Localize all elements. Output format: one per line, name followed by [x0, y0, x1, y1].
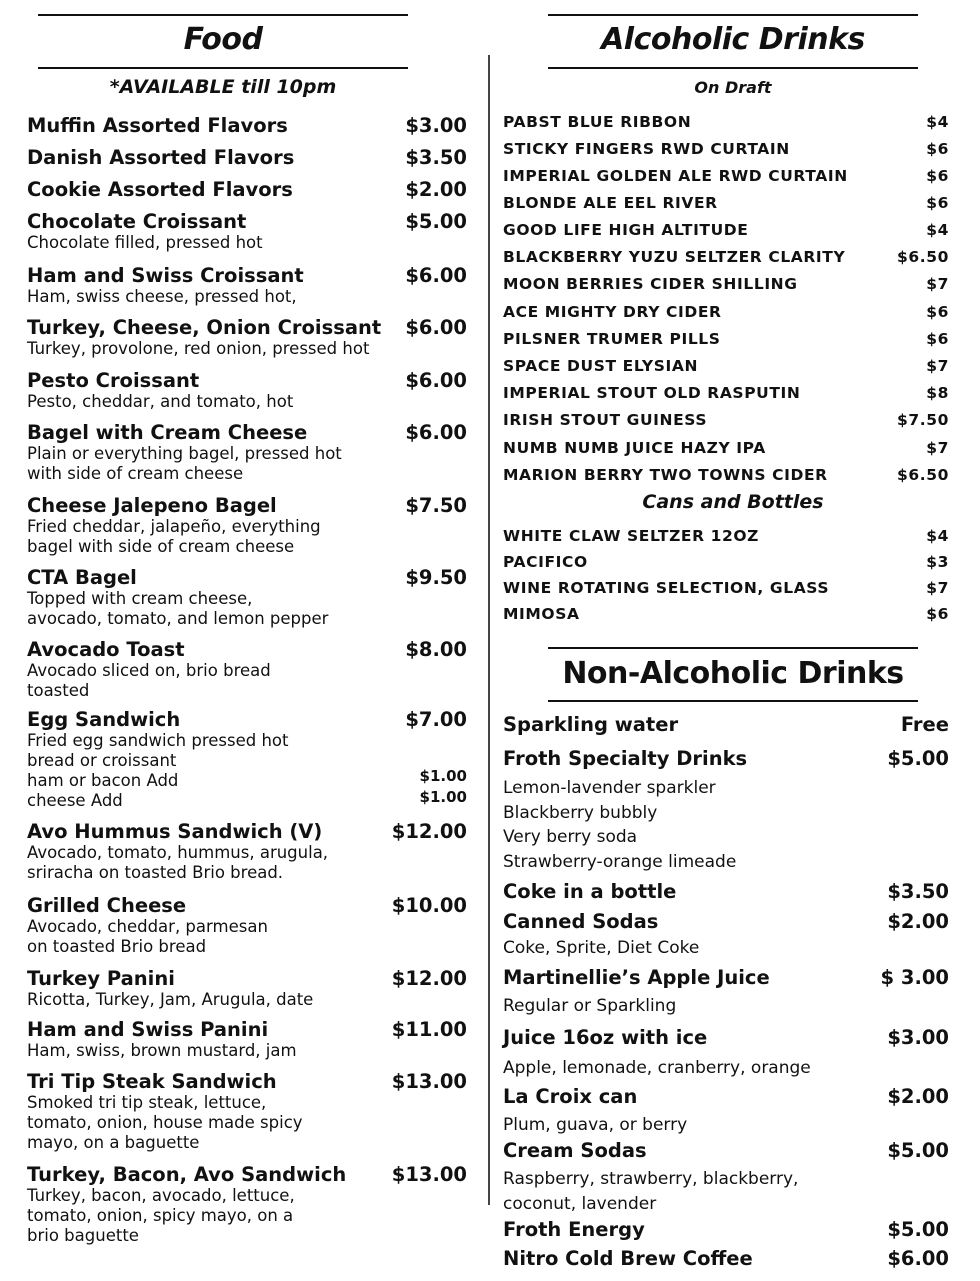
item-description: Ricotta, Turkey, Jam, Arugula, date	[27, 990, 314, 1009]
drink-name: Nitro Cold Brew Coffee	[503, 1247, 753, 1270]
food-title: Food	[183, 22, 263, 57]
drink-name: IRISH STOUT GUINESS	[503, 411, 708, 429]
drink-name: Froth Energy	[503, 1218, 645, 1241]
item-price: $6.00	[405, 369, 467, 392]
nonalcoholic-bottom-rule	[548, 700, 918, 702]
drink-martinellis	[503, 966, 949, 1019]
drink-price: $6	[926, 330, 949, 348]
item-price: $6.00	[405, 421, 467, 444]
drink-name: PILSNER TRUMER PILLS	[503, 330, 721, 348]
drink-description: Apple, lemonade, cranberry, orange	[503, 1058, 811, 1078]
item-name: Muffin Assorted Flavors	[27, 114, 288, 137]
menu-item-cta-bagel	[27, 566, 467, 629]
item-price: $13.00	[391, 1070, 467, 1093]
drink-description: Plum, guava, or berry	[503, 1115, 688, 1135]
drink-name: IMPERIAL STOUT OLD RASPUTIN	[503, 384, 801, 402]
menu-item-grilled-cheese	[27, 894, 467, 957]
item-price: $9.50	[405, 566, 467, 589]
drink-price: $3.00	[887, 1026, 949, 1049]
menu-item-pesto-croissant	[27, 369, 467, 412]
drink-price: $5.00	[887, 1139, 949, 1162]
draft-row	[503, 113, 949, 137]
alcoholic-bottom-rule	[548, 67, 918, 69]
item-description: Avocado, tomato, hummus, arugula, sriracha on toasted Brio bread.	[27, 843, 329, 882]
drink-name: BLONDE ALE EEL RIVER	[503, 194, 718, 212]
item-description: Plain or everything bagel, pressed hot with side of cream cheese	[27, 444, 342, 483]
drink-name: STICKY FINGERS RWD CURTAIN	[503, 140, 790, 158]
item-price: $7.50	[405, 494, 467, 517]
drink-la-croix	[503, 1085, 949, 1138]
item-description: Fried egg sandwich pressed hot bread or croissant ham or bacon Add cheese Add	[27, 731, 289, 810]
drink-price: $7.50	[896, 411, 949, 429]
drink-price: Free	[900, 713, 949, 736]
menu-item-turkey-croissant	[27, 316, 467, 359]
drink-name: Froth Specialty Drinks	[503, 747, 748, 770]
menu-item-ham-swiss-croissant	[27, 264, 467, 307]
cans-bottles-heading: Cans and Bottles	[642, 491, 824, 513]
drink-price: $3	[926, 553, 949, 571]
item-price: $12.00	[391, 820, 467, 843]
item-name: CTA Bagel	[27, 566, 137, 589]
drink-price: $ 3.00	[880, 966, 949, 989]
item-description: Turkey, bacon, avocado, lettuce, tomato, onion, spicy mayo, on a brio baguette	[27, 1186, 295, 1245]
drink-name: IMPERIAL GOLDEN ALE RWD CURTAIN	[503, 167, 848, 185]
drink-price: $7	[926, 579, 949, 597]
drink-price: $8	[926, 384, 949, 402]
item-description: Ham, swiss, brown mustard, jam	[27, 1041, 297, 1060]
drink-name: GOOD LIFE HIGH ALTITUDE	[503, 221, 749, 239]
item-name: Avocado Toast	[27, 638, 185, 661]
item-name: Danish Assorted Flavors	[27, 146, 295, 169]
on-draft-heading: On Draft	[694, 78, 772, 97]
drink-name: BLACKBERRY YUZU SELTZER CLARITY	[503, 248, 846, 266]
drink-name: Sparkling water	[503, 713, 679, 736]
drink-nitro-cold-brew	[503, 1247, 949, 1271]
drink-name: Canned Sodas	[503, 910, 659, 933]
drink-name: WINE ROTATING SELECTION, GLASS	[503, 579, 830, 597]
drink-name: MOON BERRIES CIDER SHILLING	[503, 275, 798, 293]
draft-row	[503, 330, 949, 354]
item-description: Pesto, cheddar, and tomato, hot	[27, 392, 294, 411]
can-row	[503, 553, 949, 577]
item-name: Avo Hummus Sandwich (V)	[27, 820, 323, 843]
item-name: Ham and Swiss Panini	[27, 1018, 269, 1041]
item-name: Grilled Cheese	[27, 894, 187, 917]
drink-price: $5.00	[887, 1218, 949, 1241]
item-name: Cookie Assorted Flavors	[27, 178, 293, 201]
drink-price: $6	[926, 303, 949, 321]
item-price: $2.00	[405, 178, 467, 201]
menu-item-cookie	[27, 178, 467, 201]
drink-price: $6.50	[896, 466, 949, 484]
item-name: Cheese Jalepeno Bagel	[27, 494, 277, 517]
drink-price: $6	[926, 140, 949, 158]
draft-row	[503, 140, 949, 164]
drink-price: $4	[926, 527, 949, 545]
item-price: $8.00	[405, 638, 467, 661]
food-availability-note: *AVAILABLE till 10pm	[109, 76, 337, 98]
drink-name: Juice 16oz with ice	[503, 1026, 708, 1049]
item-name: Ham and Swiss Croissant	[27, 264, 304, 287]
drink-name: WHITE CLAW SELTZER 12OZ	[503, 527, 760, 545]
item-name: Egg Sandwich	[27, 708, 181, 731]
food-bottom-rule	[38, 67, 408, 69]
food-top-rule	[38, 14, 408, 16]
draft-row	[503, 275, 949, 299]
draft-row	[503, 439, 949, 463]
drink-price: $4	[926, 221, 949, 239]
item-price: $6.00	[405, 264, 467, 287]
item-description: Chocolate filled, pressed hot	[27, 233, 263, 252]
drink-price: $2.00	[887, 910, 949, 933]
addon-price-meat: $1.00	[419, 767, 467, 785]
drink-description: Lemon-lavender sparkler Blackberry bubbly Very berry soda Strawberry-orange limeade	[503, 778, 737, 872]
item-price: $12.00	[391, 967, 467, 990]
menu-item-avo-hummus-sandwich	[27, 820, 467, 883]
drink-name: Cream Sodas	[503, 1139, 647, 1162]
drink-name: PACIFICO	[503, 553, 588, 571]
drink-price: $5.00	[887, 747, 949, 770]
drink-canned-sodas	[503, 910, 949, 961]
drink-froth-energy	[503, 1218, 949, 1242]
drink-name: PABST BLUE RIBBON	[503, 113, 692, 131]
item-name: Pesto Croissant	[27, 369, 200, 392]
item-name: Turkey, Bacon, Avo Sandwich	[27, 1163, 347, 1186]
item-description: Avocado sliced on, brio bread toasted	[27, 661, 271, 700]
alcoholic-top-rule	[548, 14, 918, 16]
drink-description: Regular or Sparkling	[503, 996, 677, 1016]
item-name: Turkey, Cheese, Onion Croissant	[27, 316, 382, 339]
drink-cream-sodas	[503, 1139, 949, 1216]
draft-row	[503, 194, 949, 218]
item-name: Bagel with Cream Cheese	[27, 421, 308, 444]
item-description: Fried cheddar, jalapeño, everything bagel with side of cream cheese	[27, 517, 321, 556]
drink-price: $7	[926, 357, 949, 375]
menu-item-danish	[27, 146, 467, 169]
drink-price: $7	[926, 275, 949, 293]
menu-item-jalepeno-bagel	[27, 494, 467, 557]
item-name: Tri Tip Steak Sandwich	[27, 1070, 277, 1093]
drink-price: $4	[926, 113, 949, 131]
item-price: $13.00	[391, 1163, 467, 1186]
menu-item-turkey-bacon-avo-sandwich	[27, 1163, 467, 1246]
drink-coke-bottle	[503, 880, 949, 904]
menu-item-ham-swiss-panini	[27, 1018, 467, 1061]
menu-item-turkey-panini	[27, 967, 467, 1010]
item-description: Smoked tri tip steak, lettuce, tomato, onion, house made spicy mayo, on a baguette	[27, 1093, 303, 1152]
draft-row	[503, 221, 949, 245]
drink-name: NUMB NUMB JUICE HAZY IPA	[503, 439, 766, 457]
drink-description: Raspberry, strawberry, blackberry, coconut, lavender	[503, 1169, 799, 1214]
drink-price: $6	[926, 605, 949, 623]
item-price: $10.00	[391, 894, 467, 917]
item-price: $7.00	[405, 708, 467, 731]
can-row	[503, 579, 949, 603]
item-price: $5.00	[405, 210, 467, 233]
draft-row	[503, 411, 949, 435]
item-price: $11.00	[391, 1018, 467, 1041]
drink-description: Coke, Sprite, Diet Coke	[503, 938, 700, 958]
draft-row	[503, 167, 949, 191]
item-description: Ham, swiss cheese, pressed hot,	[27, 287, 297, 306]
item-name: Turkey Panini	[27, 967, 175, 990]
menu-item-muffin	[27, 114, 467, 137]
draft-row	[503, 248, 949, 272]
item-price: $3.50	[405, 146, 467, 169]
menu-item-tri-tip-sandwich	[27, 1070, 467, 1153]
menu-item-egg-sandwich	[27, 708, 467, 811]
drink-name: SPACE DUST ELYSIAN	[503, 357, 699, 375]
item-description: Avocado, cheddar, parmesan on toasted Brio bread	[27, 917, 268, 956]
menu-item-bagel-cream-cheese	[27, 421, 467, 484]
drink-juice-16oz	[503, 1026, 949, 1081]
menu-item-avocado-toast	[27, 638, 467, 701]
drink-name: La Croix can	[503, 1085, 638, 1108]
drink-sparkling-water	[503, 713, 949, 737]
draft-row	[503, 303, 949, 327]
egg-sandwich-addons	[420, 766, 467, 808]
item-price: $3.00	[405, 114, 467, 137]
drink-name: MARION BERRY TWO TOWNS CIDER	[503, 466, 828, 484]
drink-price: $3.50	[887, 880, 949, 903]
drink-name: ACE MIGHTY DRY CIDER	[503, 303, 722, 321]
drink-price: $6	[926, 194, 949, 212]
drink-froth-specialty	[503, 747, 949, 874]
column-divider	[488, 55, 490, 1205]
addon-price-cheese: $1.00	[419, 788, 467, 806]
drink-name: Martinellie’s Apple Juice	[503, 966, 770, 989]
item-name: Chocolate Croissant	[27, 210, 247, 233]
drink-price: $2.00	[887, 1085, 949, 1108]
item-description: Turkey, provolone, red onion, pressed hot	[27, 339, 370, 358]
item-description: Topped with cream cheese, avocado, tomato, and lemon pepper	[27, 589, 329, 628]
drink-name: Coke in a bottle	[503, 880, 677, 903]
drink-price: $6	[926, 167, 949, 185]
can-row	[503, 527, 949, 551]
drink-name: MIMOSA	[503, 605, 580, 623]
nonalcoholic-title: Non-Alcoholic Drinks	[562, 656, 904, 691]
draft-row	[503, 466, 949, 490]
drink-price: $6.50	[896, 248, 949, 266]
alcoholic-title: Alcoholic Drinks	[601, 22, 865, 57]
can-row	[503, 605, 949, 629]
drink-price: $7	[926, 439, 949, 457]
menu-item-chocolate-croissant	[27, 210, 467, 253]
drink-price: $6.00	[887, 1247, 949, 1270]
item-price: $6.00	[405, 316, 467, 339]
nonalcoholic-top-rule	[548, 647, 918, 649]
draft-row	[503, 357, 949, 381]
draft-row	[503, 384, 949, 408]
